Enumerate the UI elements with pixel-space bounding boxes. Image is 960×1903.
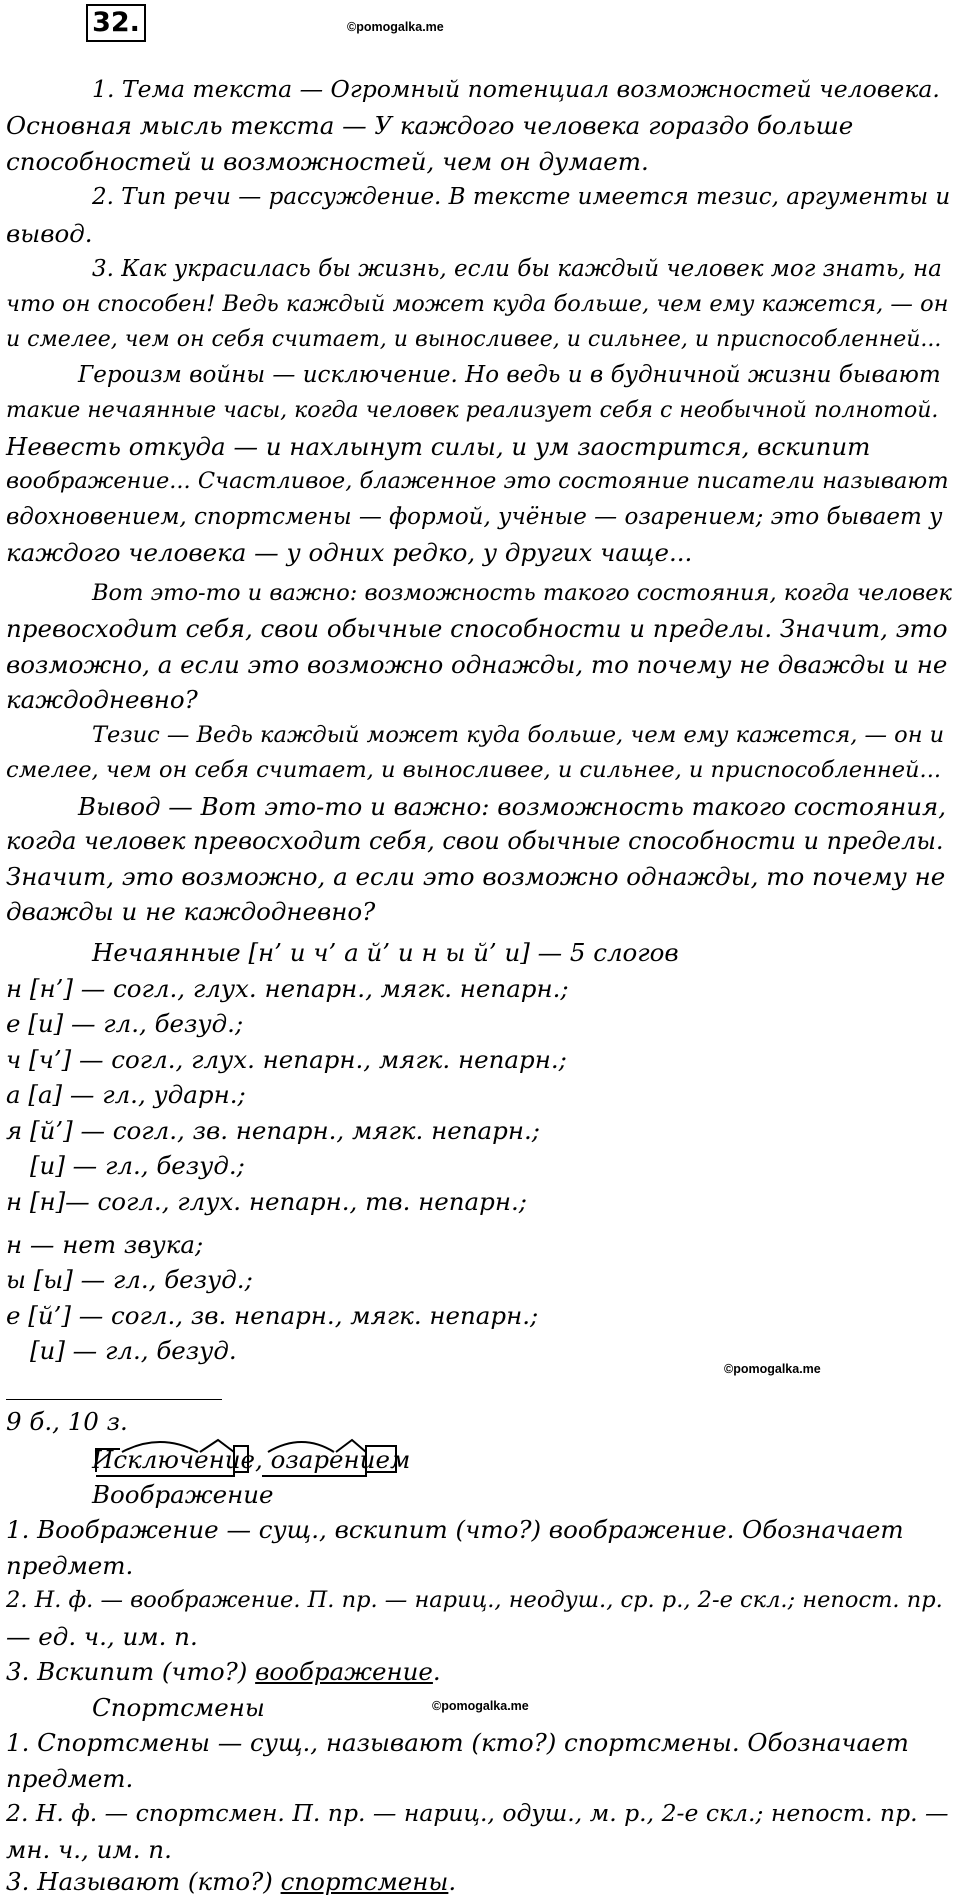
morphemic-comma: , <box>255 1445 263 1474</box>
analysis-line: 1. Спортсмены — сущ., называют (кто?) спортсмены. Обозначает <box>6 1728 909 1757</box>
text-line: Героизм войны — исключение. Но ведь и в будничной жизни бывают <box>78 362 941 388</box>
phonetic-row: а [а] — гл., ударн.; <box>6 1080 246 1109</box>
phonetic-row: я [й’] — согл., зв. непарн., мягк. непарн.; <box>6 1116 540 1145</box>
text-line: такие нечаянные часы, когда человек реализует себя с необычной полнотой. <box>6 398 939 423</box>
text-line: Невесть откуда — и нахлынут силы, и ум заострится, вскипит <box>6 432 871 461</box>
text-line: смелее, чем он себя считает, и выносливее, и сильнее, и приспособленней... <box>6 757 942 783</box>
analysis-line-text: 3. Называют (кто?) <box>6 1867 281 1896</box>
text-line: Основная мысль текста — У каждого человека гораздо больше <box>6 111 854 140</box>
analysis-line: 2. Н. ф. — спортсмен. П. пр. — нариц., одуш., м. р., 2-е скл.; непост. пр. — <box>6 1799 949 1827</box>
text-line: когда человек превосходит себя, свои обычные способности и пределы. <box>6 827 944 855</box>
phonetic-row: н [н’] — согл., глух. непарн., мягк. непарн.; <box>6 974 569 1003</box>
analysis-line <box>6 1654 441 1690</box>
root-arc <box>122 1442 198 1452</box>
ending-box <box>234 1446 248 1472</box>
phonetic-title: Нечаянные [н’ и ч’ а й’ и н ы й’ и] — 5 слогов <box>92 938 679 967</box>
watermark: ©pomogalka.me <box>432 1699 529 1713</box>
analysis-line: предмет. <box>6 1764 134 1793</box>
analysis-line-text: . <box>448 1867 457 1896</box>
text-line: каждодневно? <box>6 685 198 714</box>
base-underline <box>96 1470 234 1476</box>
phonetic-row: [и] — гл., безуд.; <box>30 1151 245 1180</box>
text-line: каждого человека — у одних редко, у других чаще... <box>6 538 693 567</box>
analysis-line: 1. Воображение — сущ., вскипит (что?) воображение. Обозначает <box>6 1515 904 1544</box>
text-line: 1. Тема текста — Огромный потенциал возможностей человека. <box>92 75 940 103</box>
suffix-mark <box>200 1440 234 1452</box>
phonetic-row: е [й’] — согл., зв. непарн., мягк. непарн.; <box>6 1301 539 1330</box>
analysis-line <box>6 1864 456 1900</box>
prefix-mark <box>96 1449 120 1472</box>
analysis-heading: Воображение <box>92 1480 274 1509</box>
text-line: Значит, это возможно, а если это возможно однажды, то почему не <box>6 862 946 891</box>
text-line: превосходит себя, свои обычные способности и пределы. Значит, это <box>6 614 948 643</box>
phonetic-row: е [и] — гл., безуд.; <box>6 1009 244 1038</box>
base-underline <box>262 1470 366 1476</box>
text-line: что он способен! Ведь каждый может куда больше, чем ему кажется, — он <box>6 291 949 317</box>
text-line: и смелее, чем он себя считает, и выносливее, и сильнее, и приспособленней... <box>6 327 942 352</box>
ending-box <box>366 1446 396 1472</box>
morphemic-word-2: озарением <box>270 1445 411 1474</box>
text-line: возможно, а если это возможно однажды, то почему не дважды и не <box>6 650 948 679</box>
text-line: 3. Как украсилась бы жизнь, если бы каждый человек мог знать, на <box>92 256 942 282</box>
phonetic-row: н [н]— согл., глух. непарн., тв. непарн.; <box>6 1187 528 1216</box>
task-number-badge: 32. <box>86 4 146 42</box>
text-line: 2. Тип речи — рассуждение. В тексте имеется тезис, аргументы и <box>92 184 951 210</box>
analysis-line: мн. ч., им. п. <box>6 1835 172 1864</box>
text-line: воображение... Счастливое, блаженное это состояние писатели называют <box>6 468 949 494</box>
suffix-mark <box>336 1440 366 1452</box>
text-line: Вывод — Вот это-то и важно: возможность такого состояния, <box>78 792 947 821</box>
analysis-line: предмет. <box>6 1551 134 1580</box>
analysis-line: — ед. ч., им. п. <box>6 1622 198 1651</box>
watermark: ©pomogalka.me <box>347 20 444 34</box>
text-line: вывод. <box>6 219 93 248</box>
phonetic-row: ы [ы] — гл., безуд.; <box>6 1265 253 1294</box>
watermark: ©pomogalka.me <box>724 1362 821 1376</box>
text-line: дважды и не каждодневно? <box>6 897 376 926</box>
underlined-subject: спортсмены <box>280 1867 449 1896</box>
phonetic-row: н — нет звука; <box>6 1230 204 1259</box>
phonetic-row: ч [ч’] — согл., глух. непарн., мягк. непарн.; <box>6 1045 567 1074</box>
text-line: вдохновением, спортсмены — формой, учёные — озарением; это бывает у <box>6 504 943 530</box>
morphemic-word-1: Исключение <box>92 1445 256 1474</box>
analysis-line-text: . <box>432 1657 441 1686</box>
sound-letter-count: 9 б., 10 з. <box>6 1407 128 1436</box>
text-line: Тезис — Ведь каждый может куда больше, чем ему кажется, — он и <box>92 722 945 748</box>
analysis-line: 2. Н. ф. — воображение. П. пр. — нариц., неодуш., ср. р., 2-е скл.; непост. пр. <box>6 1587 943 1613</box>
analysis-heading: Спортсмены <box>92 1693 265 1722</box>
root-arc <box>268 1442 334 1452</box>
text-line: Вот это-то и важно: возможность такого состояния, когда человек <box>92 580 952 606</box>
phonetic-row: [и] — гл., безуд. <box>30 1336 237 1365</box>
analysis-line-text: 3. Вскипит (что?) <box>6 1657 256 1686</box>
underlined-subject: воображение <box>255 1657 433 1686</box>
text-line: способностей и возможностей, чем он думает. <box>6 147 649 176</box>
